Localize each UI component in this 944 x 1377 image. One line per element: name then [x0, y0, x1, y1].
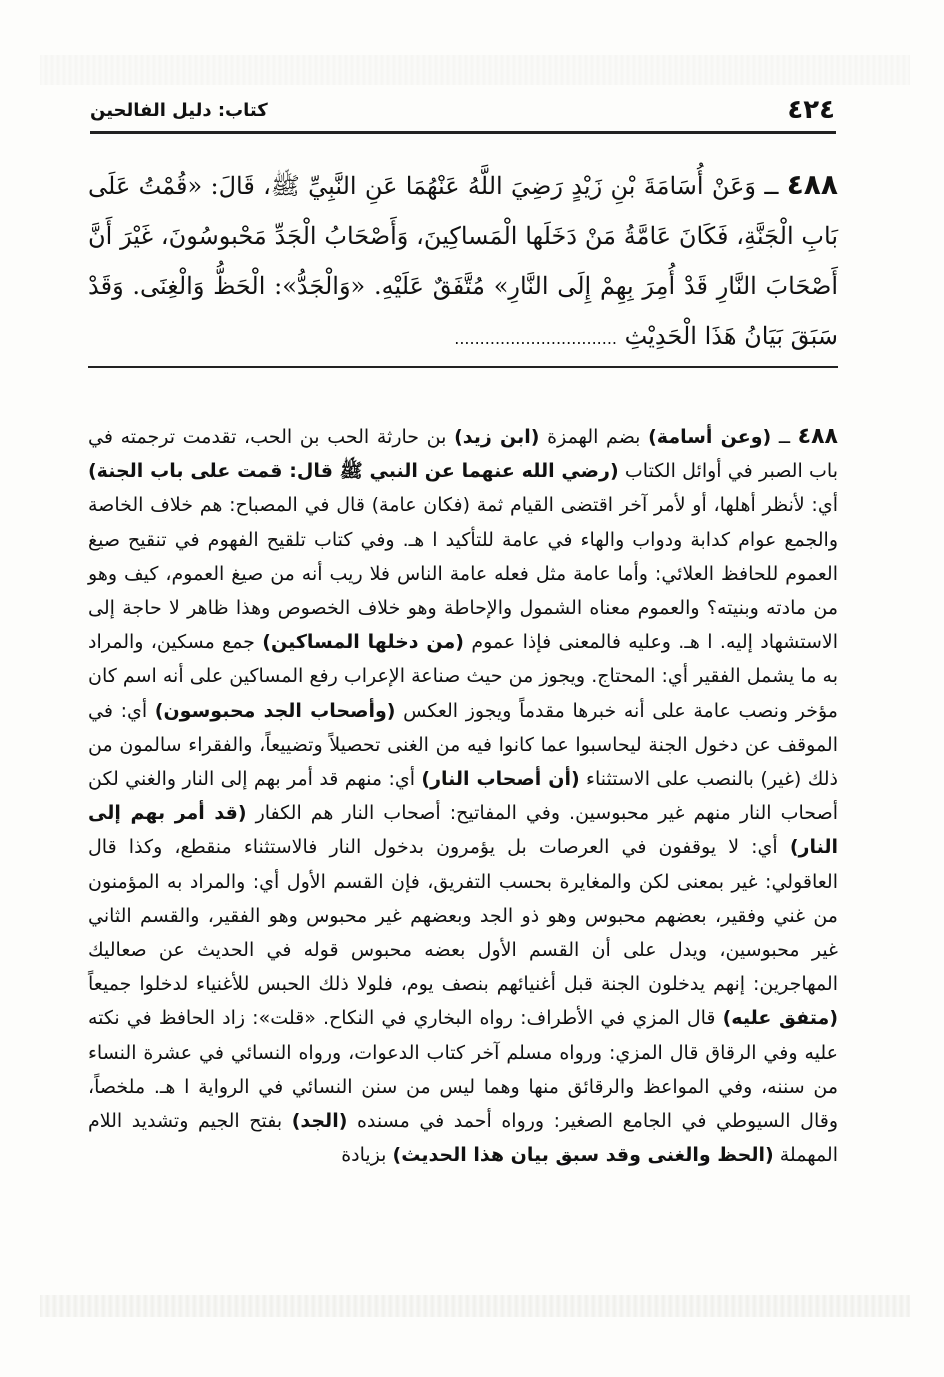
commentary-text-run: أي: في الموقف عن دخول الجنة ليحاسبوا عما كانوا فيه من الغنى تحصيلاً وتضييعاً، والفقراء سالمون من ذلك [88, 699, 838, 791]
commentary-bold-run: (الحظ والغنى وقد سبق بيان هذا الحديث) [392, 1144, 774, 1167]
commentary-text-run: بن حارثة الحب بن الحب، تقدمت ترجمته في باب الصبر في أوائل الكتاب [88, 426, 838, 483]
commentary-text-run: بضم الهمزة [539, 426, 649, 448]
commentary-text-run: بالنصب على الاستثناء [579, 768, 761, 791]
commentary-number: ٤٨٨ [797, 424, 838, 449]
commentary-bold-run: (متفق عليه) [722, 1007, 838, 1030]
commentary-text-run: قال المزي في الأطراف: رواه البخاري في النكاح. «قلت»: زاد الحافظ في نكته عليه وفي الرقاق قال المزي: ورواه مسلم آخر كتاب الدعوات، ورواه النسائي في عشرة النساء من سننه، وفي المواعظ والرقائق منها وهما ليس من سنن النسائي في الرواية ا هـ. ملخصاً، وقال السيوطي في الجامع الصغير: ورواه أحمد في مسنده [88, 1007, 838, 1133]
hadith-text: وَعَنْ أُسَامَةَ بْنِ زَيْدٍ رَضِيَ اللَّهُ عَنْهُمَا عَنِ النَّبِيِّ ﷺ، قَالَ: «قُمْتُ عَلَى بَابِ الْجَنَّةِ، فَكَانَ عَامَّةُ مَنْ دَخَلَها الْمَساكِينَ، وَأَصْحَابُ الْجَدِّ مَحْبوسُونَ، غَيْرَ أَنَّ أَصْحَابَ النَّارِ قَدْ أُمِرَ بِهِمْ إِلَى النَّارِ» مُتَّفَقٌ عَلَيْهِ. «وَالْجَدُّ»: الْحَظُّ وَالْغِنَى. وَقَدْ سَبَقَ بَيَانُ هَذَا الْحَدِيْثِ [88, 172, 838, 350]
scan-noise-top [40, 55, 910, 85]
commentary-bold-run: (قد أمر بهم إلى النار) [88, 802, 838, 859]
page-header [90, 92, 835, 132]
commentary-bold-run: (ابن زيد) [454, 426, 540, 448]
commentary-text-run: بزيادة [341, 1144, 393, 1167]
hadith-dots: ................................ [454, 329, 617, 348]
commentary-text-run: أي: لا يوقفون في العرصات بل يؤمرون بدخول النار فالاستثناء منقطع، وكذا قال العاقولي: غير بمعنى لكن والمغايرة بحسب التفريق، فإن القسم الأول أي: والمراد به المؤمنون من غني وفقير، بعضهم محبوس وهو ذو الجد وبعضهم غير محبوس وهو الفقير، والقسم الثاني غير محبوسين، ويدل على أن القسم الأول بعضه محبوس قوله في الحديث عن صعاليك المهاجرين: إنهم يدخلون الجنة قبل أغنيائهم بنصف يوم، فلولا ذلك الحبس للأغنياء لدخلوا جميعاً [88, 836, 838, 996]
commentary-text-run: (غير) [760, 768, 802, 791]
commentary-text-run: (فكان عامة) [371, 494, 471, 517]
commentary-bold-run: (وعن أسامة) [648, 426, 772, 448]
hadith-text-block [88, 160, 838, 364]
page-number: ٤٢٤ [787, 95, 835, 125]
hadith-dash: ــ [764, 172, 779, 200]
running-title: كتاب: دليل الفالحين [90, 100, 268, 121]
scan-noise-bottom [40, 1295, 910, 1317]
commentary-bold-run: (من دخلها المساكين) [262, 631, 464, 654]
commentary-text-run: جمع مسكين، والمراد به ما يشمل الفقير أي: المحتاج. ويجوز من حيث صناعة الإعراب رفع المساكين على أنه اسم كان مؤخر ونصب عامة على أنه خبرها مقدماً ويجوز العكس [88, 631, 838, 722]
commentary-text-run: أي: لأنظر أهلها، أو لأمر آخر اقتضى القيام ثمة [470, 494, 838, 517]
header-rule [90, 131, 836, 134]
commentary-text-run: قال في المصباح: هم خلاف الخاصة والجمع عوام كدابة ودواب والهاء في عامة للتأكيد ا هـ. وفي كتاب تلقيح الفهوم في تنقيح صيغ العموم للحافظ العلائي: وأما عامة مثل فعله عامة الناس فلا ريب أنه من صيغ العموم، كيف وهو من مادته وبنيته؟ والعموم معناه الشمول والإحاطة وهو خلاف الخصوص وهذا ظاهر لا حاجة إلى الاستشهاد إليه. ا هـ. وعليه فالمعنى فإذا عموم [88, 494, 838, 654]
commentary-bold-run: (وأصحاب الجد محبوسون) [154, 699, 396, 722]
commentary-body [88, 426, 838, 1166]
commentary-bold-run: (الجد) [291, 1110, 348, 1133]
hadith-number: ٤٨٨ [786, 168, 838, 201]
footnote-separator-rule [88, 366, 838, 368]
commentary-text-run: بفتح الجيم وتشديد اللام المهملة [88, 1110, 838, 1167]
commentary-block [88, 420, 838, 1172]
commentary-bold-run: (أن أصحاب النار) [421, 768, 580, 791]
commentary-text-run: أي: منهم قد أمر بهم إلى النار والغني لكن أصحاب النار منهم غير محبوسين. وفي المفاتيح: أصحاب النار هم الكفار [88, 768, 838, 825]
commentary-bold-run: (رضي الله عنهما عن النبي ﷺ قال: قمت على باب الجنة) [88, 460, 619, 483]
commentary-dash: ــ [778, 426, 791, 448]
